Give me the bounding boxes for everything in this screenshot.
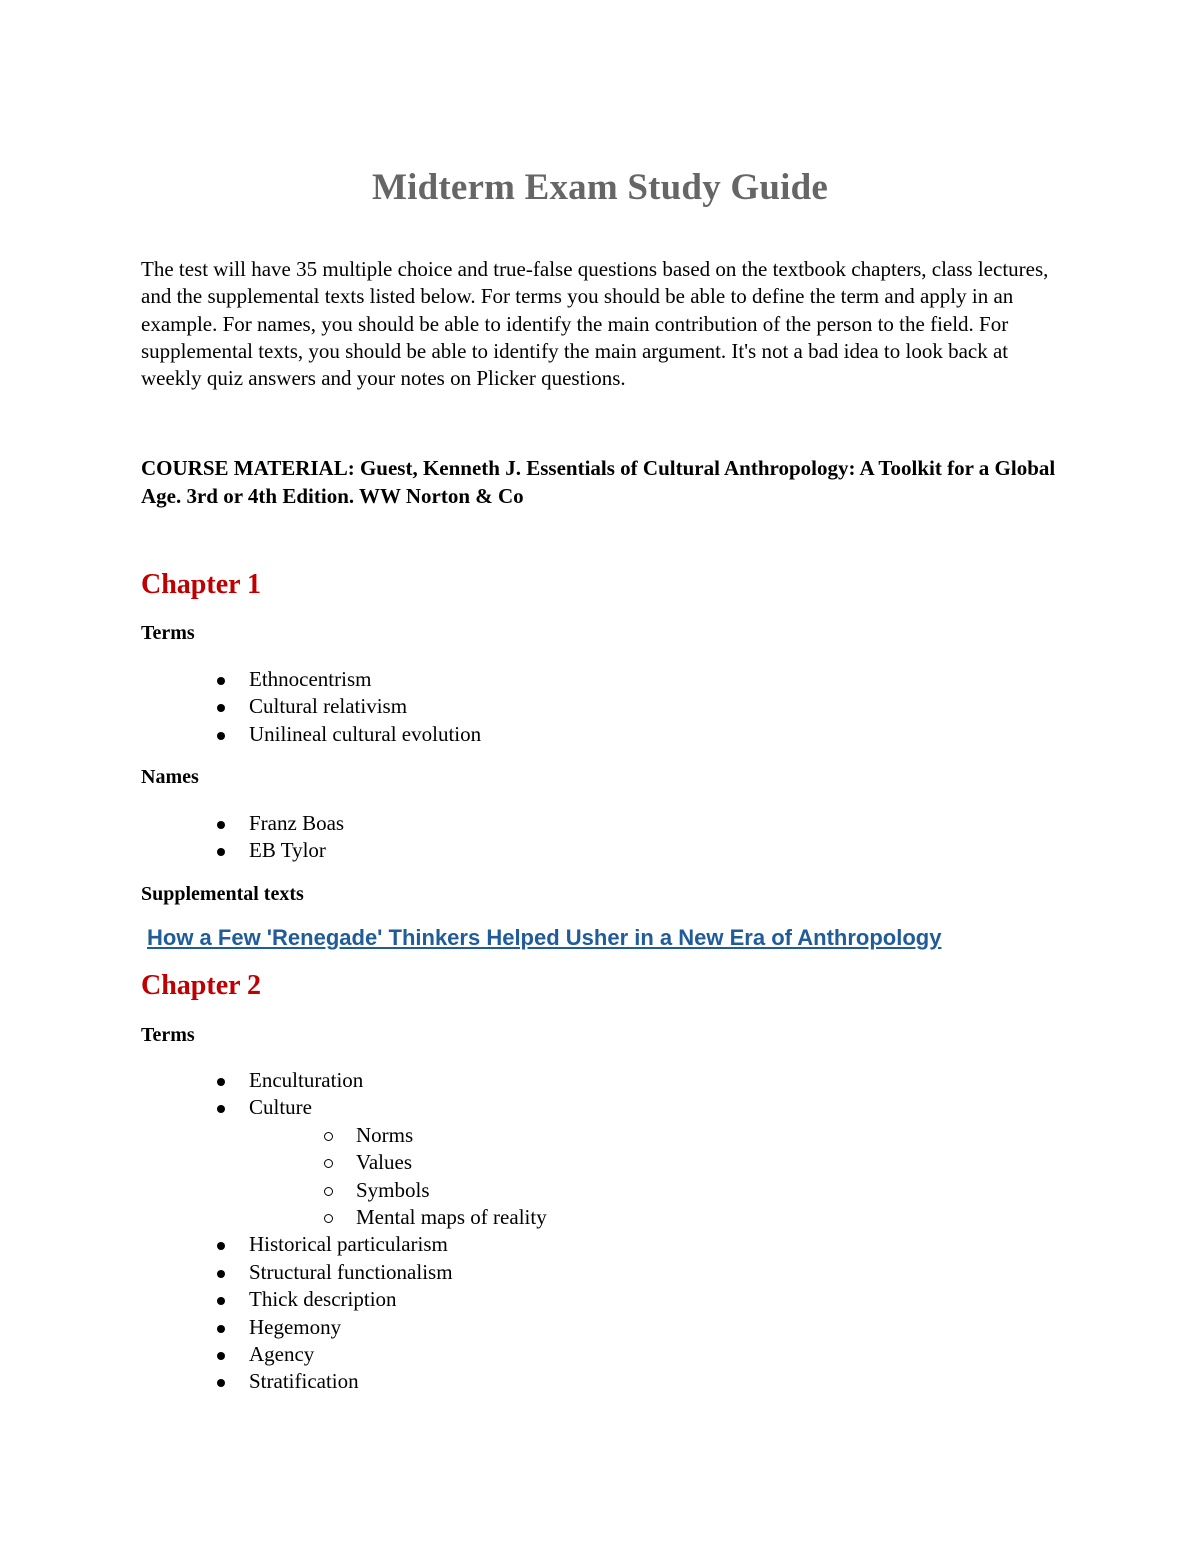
list-item	[141, 693, 481, 720]
hollow-bullet-icon	[324, 1132, 333, 1141]
list-item	[141, 1094, 547, 1121]
list-item	[141, 1368, 547, 1395]
term-label: Enculturation	[249, 1068, 364, 1092]
hollow-bullet-icon	[324, 1159, 333, 1168]
subterm-label: Mental maps of reality	[356, 1205, 547, 1230]
bullet-icon	[217, 1105, 225, 1113]
term-label: Structural functionalism	[249, 1259, 453, 1284]
list-item	[141, 1149, 547, 1176]
bullet-icon	[217, 1078, 225, 1086]
list-item	[141, 1122, 547, 1149]
subterm-label: Symbols	[356, 1177, 430, 1202]
bullet-icon	[217, 821, 225, 829]
bullet-icon	[217, 1325, 225, 1333]
bullet-icon	[217, 732, 225, 740]
list-item	[141, 1177, 547, 1204]
list-item	[141, 1314, 547, 1341]
bullet-icon	[217, 1242, 225, 1250]
list-item	[141, 810, 344, 837]
bullet-icon	[217, 704, 225, 712]
term-label: Thick description	[249, 1287, 397, 1312]
page-title: Midterm Exam Study Guide	[371, 167, 828, 208]
term-label: Hegemony	[249, 1314, 342, 1339]
list-item	[141, 1259, 547, 1286]
subterm-label: Norms	[356, 1122, 414, 1147]
chapter-1-supplemental-label: Supplemental texts	[141, 883, 304, 905]
chapter-1-names-list	[141, 810, 344, 865]
list-item	[141, 1286, 547, 1313]
hollow-bullet-icon	[324, 1187, 333, 1196]
term-label: Ethnocentrism	[249, 667, 372, 691]
chapter-2-heading: Chapter 2	[141, 970, 262, 1001]
chapter-2-terms-list	[141, 1067, 547, 1396]
term-label: Historical particularism	[249, 1232, 448, 1257]
bullet-icon	[217, 848, 225, 856]
term-label: Unilineal cultural evolution	[249, 721, 482, 746]
bullet-icon	[217, 1352, 225, 1360]
list-item	[141, 1204, 547, 1231]
list-item	[141, 721, 481, 748]
bullet-icon	[217, 677, 225, 685]
bullet-icon	[217, 1270, 225, 1278]
chapter-1-terms-label: Terms	[141, 622, 195, 644]
hollow-bullet-icon	[324, 1214, 333, 1223]
list-item	[141, 666, 481, 693]
chapter-2-terms-label: Terms	[141, 1024, 195, 1046]
list-item	[141, 1341, 547, 1368]
course-material: COURSE MATERIAL: Guest, Kenneth J. Essentials of Cultural Anthropology: A Toolkit for a Global Age. 3rd or 4th Edition. WW Norton & Co	[141, 456, 1056, 508]
name-label: Franz Boas	[249, 811, 345, 835]
supplemental-text-link[interactable]: How a Few 'Renegade' Thinkers Helped Usher in a New Era of Anthropology	[147, 925, 942, 950]
bullet-icon	[217, 1379, 225, 1387]
term-label: Stratification	[249, 1369, 359, 1394]
bullet-icon	[217, 1297, 225, 1305]
list-item	[141, 1067, 547, 1094]
list-item	[141, 1231, 547, 1258]
chapter-1-names-label: Names	[141, 766, 199, 788]
subterm-label: Values	[356, 1150, 412, 1175]
name-label: EB Tylor	[249, 838, 326, 863]
chapter-1-terms-list	[141, 666, 481, 748]
list-item	[141, 837, 344, 864]
term-label: Agency	[249, 1342, 315, 1367]
term-label: Culture	[249, 1095, 312, 1120]
term-label: Cultural relativism	[249, 694, 408, 719]
intro-paragraph: The test will have 35 multiple choice and true-false questions based on the textbook chapters, class lectures, and the supplemental texts listed below. For terms you should be able to define the term and apply in an example. For names, you should be able to identify the main contribution of the person to the field. For supplemental texts, you should be able to identify the main argument. It's not a bad idea to look back at weekly quiz answers and your notes on Plicker questions.	[141, 257, 1049, 391]
chapter-1-heading: Chapter 1	[141, 569, 262, 600]
